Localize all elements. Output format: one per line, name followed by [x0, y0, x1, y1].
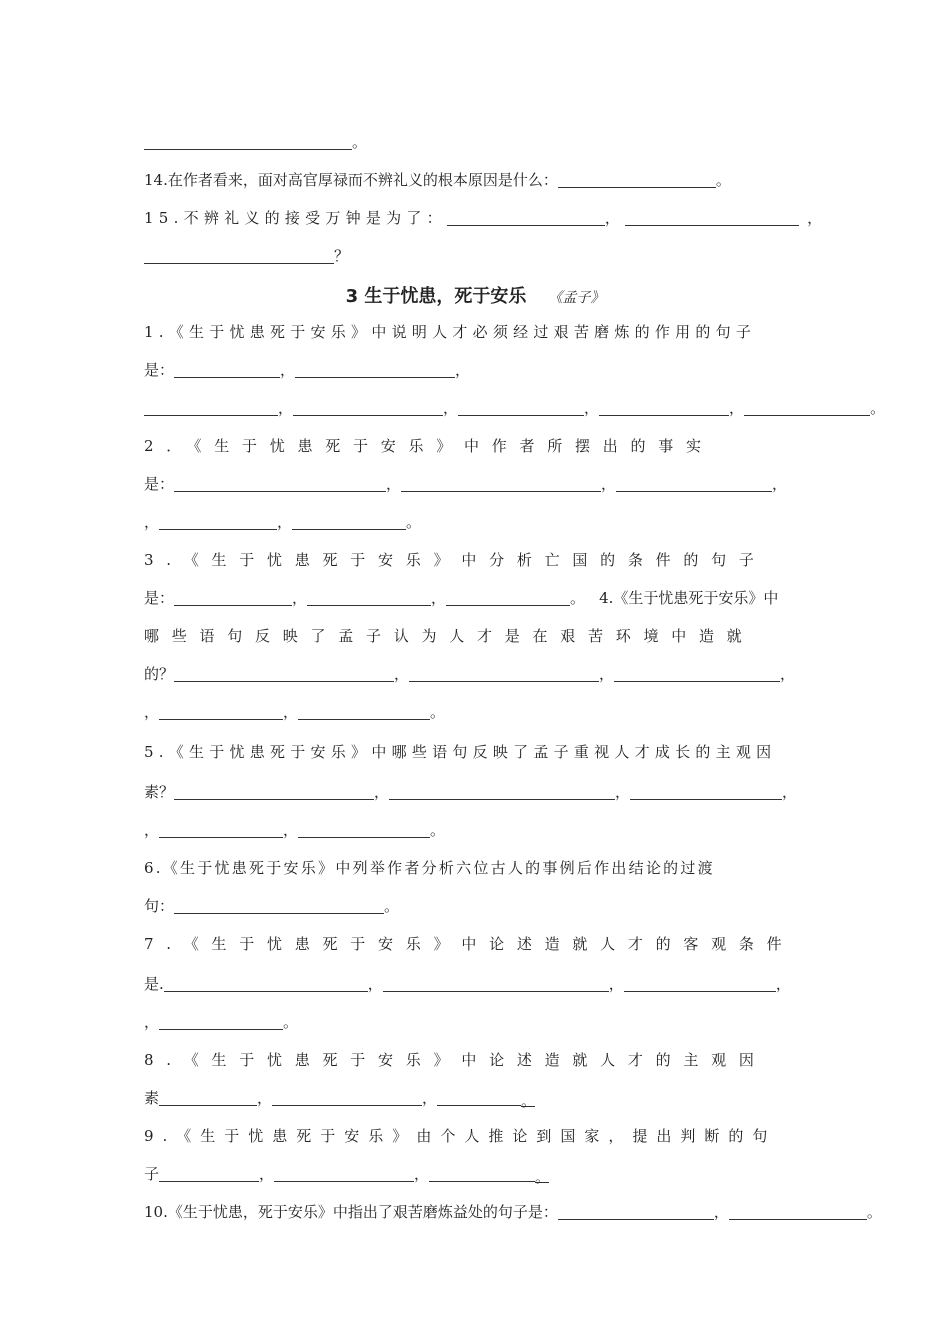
question-14: 14.在作者看来，面对高官厚禄而不辨礼义的根本原因是什么： 。	[144, 171, 731, 189]
section-author: 《孟子》	[548, 290, 605, 306]
answer-blank[interactable]	[159, 704, 283, 720]
section-title: 3 生于忧患，死于安乐 《孟子》	[345, 286, 605, 307]
question-7-answers: 是. ， ， ，	[144, 975, 791, 993]
question-3-answers: 是： ， ， 。 4.《生于忧患死于安乐》中	[144, 589, 779, 607]
question-15-cont: ？	[144, 246, 349, 266]
answer-blank[interactable]	[144, 134, 352, 150]
question-9: 9.《生于忧患死于安乐》由个人推论到国家，提出判断的句	[144, 1127, 777, 1145]
question-6: 6.《生于忧患死于安乐》中列举作者分析六位古人的事例后作出结论的过渡	[144, 859, 715, 877]
question-4-cont: 哪些语句反映了孟子认为人才是在艰苦环境中造就	[144, 627, 755, 645]
answer-blank[interactable]	[307, 590, 431, 606]
question-2-answers-2: ， ， 。	[144, 513, 422, 531]
answer-blank[interactable]	[174, 784, 374, 800]
answer-blank[interactable]	[298, 704, 430, 720]
answer-blank[interactable]	[293, 400, 443, 416]
question-10: 10.《生于忧患，死于安乐》中指出了艰苦磨炼益处的句子是： ， 。	[144, 1203, 882, 1221]
question-5-answers: 素？ ， ， ，	[144, 783, 798, 801]
question-2: 2．《生于忧患死于安乐》中作者所摆出的事实	[144, 437, 714, 455]
answer-blank[interactable]	[409, 666, 599, 682]
answer-blank[interactable]	[389, 784, 615, 800]
answer-blank[interactable]	[429, 1166, 535, 1182]
answer-line-13-end: 。	[144, 132, 367, 152]
answer-blank[interactable]	[159, 1166, 259, 1182]
answer-blank[interactable]	[144, 248, 334, 264]
question-1-answers-2: ， ， ， ， 。	[144, 398, 885, 418]
question-4: 4.《生于忧患死于安乐》中	[599, 589, 779, 607]
question-5-answers-2: ， ， 。	[144, 821, 446, 839]
answer-blank[interactable]	[174, 666, 394, 682]
answer-blank[interactable]	[558, 1204, 714, 1220]
answer-blank[interactable]	[164, 976, 368, 992]
answer-blank[interactable]	[437, 1090, 521, 1106]
answer-blank[interactable]	[174, 476, 386, 492]
answer-blank[interactable]	[614, 666, 780, 682]
question-7-answers-2: ， 。	[144, 1013, 299, 1031]
question-2-answers: 是： ， ， ，	[144, 475, 788, 493]
answer-blank[interactable]	[558, 172, 716, 188]
question-3: 3.《生于忧患死于安乐》中分析亡国的条件的句子	[144, 551, 767, 569]
question-8-answers: 素 ， ， 。	[144, 1089, 537, 1110]
question-15: 15.不辨礼义的接受万钟是为了： ， ，	[144, 209, 828, 227]
answer-blank[interactable]	[159, 822, 283, 838]
answer-blank[interactable]	[616, 476, 772, 492]
answer-blank[interactable]	[295, 362, 455, 378]
answer-blank[interactable]	[159, 514, 277, 530]
answer-blank[interactable]	[174, 898, 384, 914]
answer-blank[interactable]	[144, 400, 278, 416]
answer-blank[interactable]	[174, 590, 292, 606]
answer-blank[interactable]	[447, 210, 605, 226]
answer-blank[interactable]	[272, 1090, 422, 1106]
question-9-answers: 子 ， ， 。	[144, 1165, 551, 1186]
question-1: 1.《生于忧患死于安乐》中说明人才必须经过艰苦磨炼的作用的句子	[144, 323, 757, 341]
question-4-answers-2: ， ， 。	[144, 703, 446, 721]
answer-blank[interactable]	[298, 822, 430, 838]
answer-blank[interactable]	[159, 1014, 283, 1030]
question-7: 7.《生于忧患死于安乐》中论述造就人才的客观条件	[144, 935, 795, 953]
answer-blank[interactable]	[446, 590, 570, 606]
answer-end: 。	[535, 1168, 551, 1186]
answer-blank[interactable]	[159, 1090, 257, 1106]
answer-blank[interactable]	[174, 362, 280, 378]
answer-blank[interactable]	[599, 400, 729, 416]
question-5: 5.《生于忧患死于安乐》中哪些语句反映了孟子重视人才成长的主观因	[144, 743, 777, 761]
answer-blank[interactable]	[401, 476, 601, 492]
answer-end: 。	[521, 1092, 537, 1110]
answer-blank[interactable]	[274, 1166, 414, 1182]
question-8: 8.《生于忧患死于安乐》中论述造就人才的主观因	[144, 1051, 767, 1069]
answer-blank[interactable]	[744, 400, 870, 416]
answer-blank[interactable]	[729, 1204, 867, 1220]
question-1-answers: 是： ， ，	[144, 361, 471, 379]
question-6-answers: 句： 。	[144, 897, 400, 915]
answer-blank[interactable]	[383, 976, 609, 992]
answer-blank[interactable]	[630, 784, 782, 800]
question-4-answers: 的？ ， ， ，	[144, 665, 796, 683]
answer-blank[interactable]	[624, 976, 776, 992]
answer-blank[interactable]	[625, 210, 799, 226]
answer-blank[interactable]	[458, 400, 584, 416]
answer-blank[interactable]	[292, 514, 406, 530]
